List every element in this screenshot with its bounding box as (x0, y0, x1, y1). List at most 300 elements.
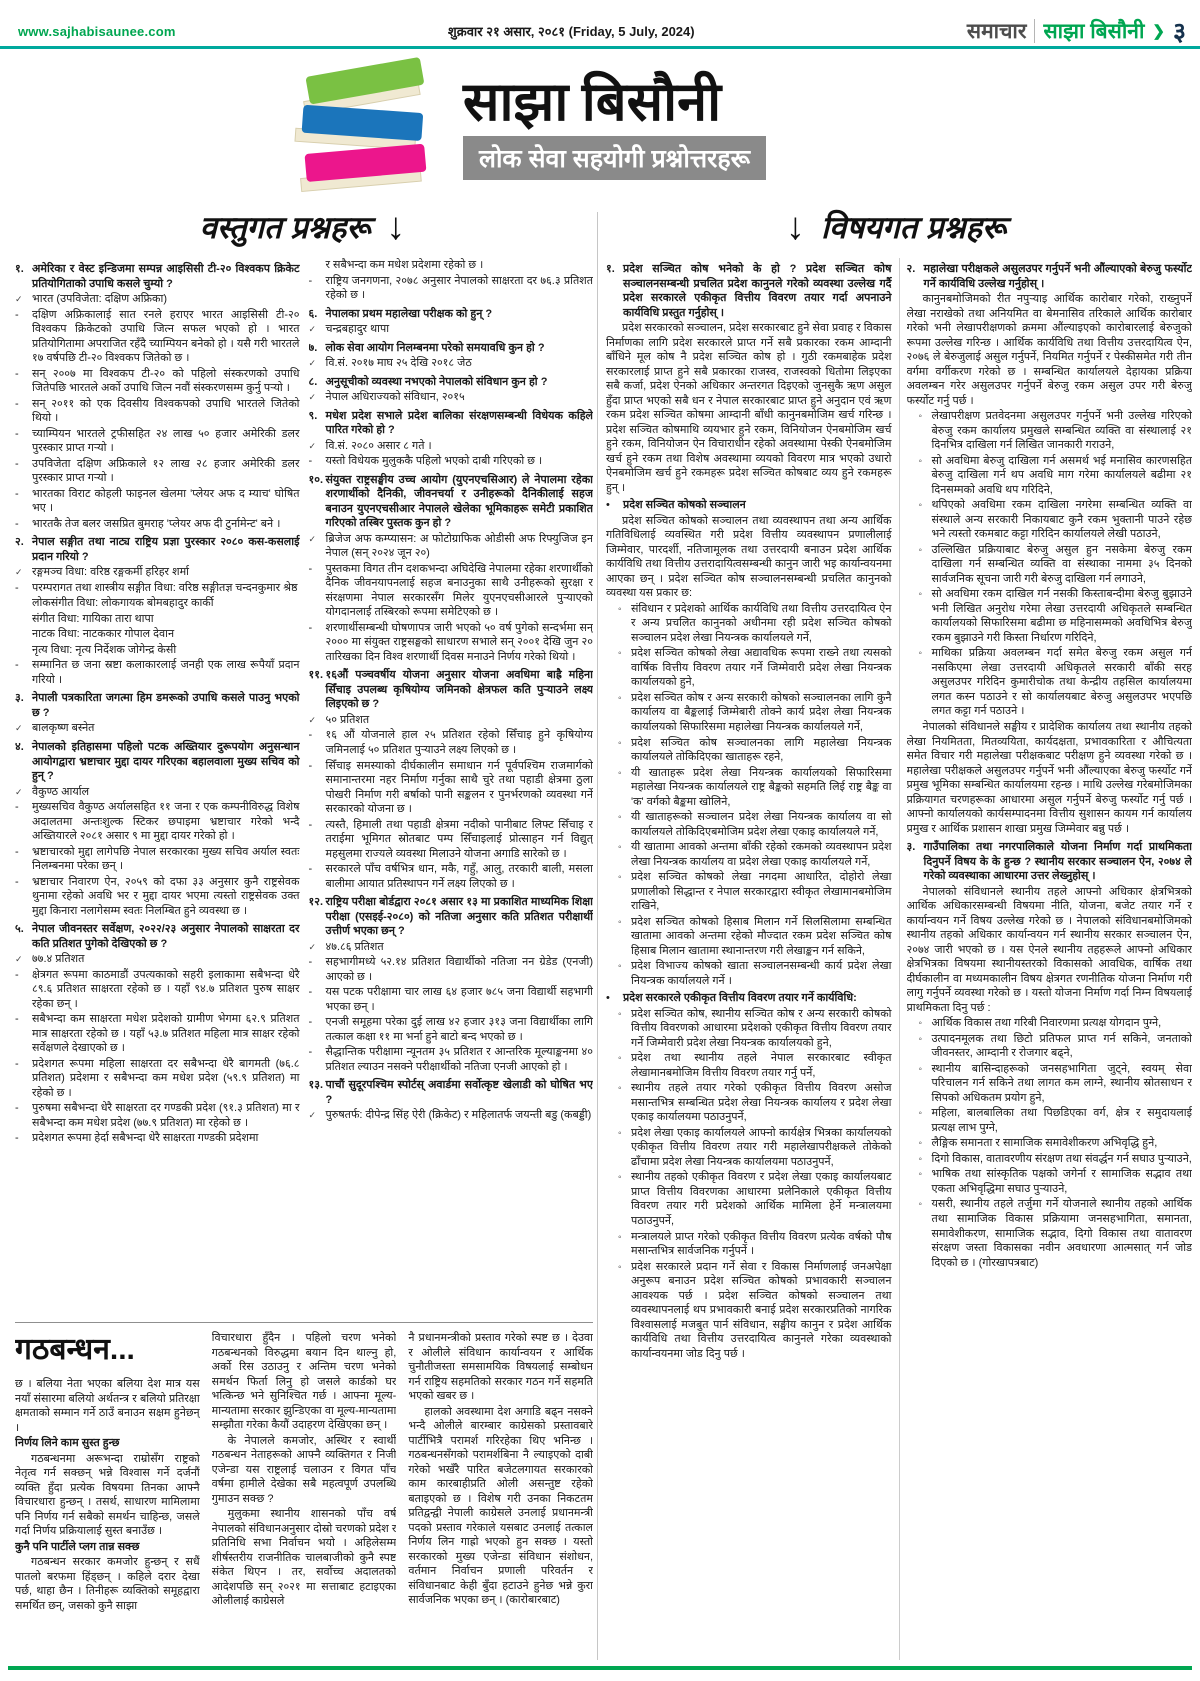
block-text: लैङ्गिक समानता र सामाजिक समावेशीकरण अभिवृद्धि हुने, (931, 1137, 1158, 1150)
circle-bullet-icon: ◦ (618, 1261, 622, 1273)
block-text: नाटक विधा: नाटककार गोपाल देवान (32, 628, 175, 641)
block-text: विचारधारा हुँदैन । पहिलो चरण भनेको गठबन्धनको विरुद्धमा बयान दिन थाल्नु हो, अर्को रिस उठाउनु र अन्तिम चरण भनेको समर्थन फिर्ता लिनु हो जसले कार्डको घर भत्किन्छ भने सुनिश्चित गर्छ । आफ्ना मूल्य-मान्यतामा सरकार झुन्डिएका वा मूल्य-मान्यतामा सम्झौता गरेका कैयौं उदाहरण देखिएका छन् । (211, 1332, 397, 1432)
block-text: प्रदेश सञ्चित कोष, स्थानीय सञ्चित कोष र अन्य सरकारी कोषको वित्तीय विवरणको आधारमा प्रदेशको एकीकृत वित्तीय विवरण तयार गर्ने जिम्मेवारी प्रदेश लेखा नियन्त्रक कार्यालयको हुने, (631, 1007, 892, 1049)
block-text: पुरुषमा सबैभन्दा धेरै साक्षरता दर गण्डकी प्रदेश (९१.३ प्रतिशत) मा र सबैभन्दा कम मधेश प्रदेश (७७.९ प्रतिशत) मा रहेको छ । (32, 1102, 300, 1129)
block-text: वि.सं. २०८० असार ८ गते । (325, 439, 432, 452)
block-text: नेपालको संविधानले सङ्घीय र प्रादेशिक कार्यालय तथा स्थानीय तहको लेखा नियमितता, मितव्ययिता, कार्यदक्षता, प्रभावकारिता र औचित्यता समेत विचार गरी महालेखा परीक्षकबाट परीक्षण हुने व्यवस्था गरेको छ । महालेखा परीक्षकले असुलउपर गर्नुपर्ने भनी औंल्याएका बेरुजु फर्स्योट गर्ने प्रमुख भूमिका सम्बन्धित कार्यालयमा रहन्छ । माथि उल्लेख गरेबमोजिमका प्रक्रियागत चरणहरूका आधारमा असुल गर्नुपर्ने बेरुजु फर्स्योट गर्नु पर्छ । आफ्नो कार्यालयको कार्यसम्पादनमा वित्तीय सुशासन कायम गर्न कार्यालय प्रमुख र आर्थिक प्रशासन शाखा प्रमुख जिम्मेवार बन्नु पर्छ । (906, 720, 1192, 835)
circle-bullet-icon: ◦ (618, 1083, 622, 1095)
block-text: भारतका विराट कोहली फाइनल खेलमा 'प्लेयर अफ द म्याच' घोषित भए । (32, 487, 300, 515)
coalition-article-title: गठबन्धन... (15, 1333, 135, 1366)
bullet-heading (606, 498, 892, 513)
question (309, 375, 594, 390)
dash-icon: - (308, 956, 313, 969)
block-text: भारतकै तेज बलर जसप्रित बुमराह 'प्लेयर अफ दी टुर्नामेन्ट' बने । (32, 517, 281, 530)
detail-point (309, 1045, 594, 1074)
block-text: यी खातामा आवको अन्तमा बाँकी रहेको रकमको व्यवस्थापन प्रदेश लेखा नियन्त्रक कार्यालय वा प्रदेश लेखा एकाइ कार्यालयले गर्ने, (631, 841, 892, 868)
block-text: मुख्यसचिव वैकुण्ठ अर्यालसहित ११ जना र एक कम्पनीविरुद्ध विशेष अदालतमा अन्तःशुल्क स्टिकर छपाइमा भ्रष्टाचार गरेको भन्दै अख्तियारले २०८१ असार ९ मा मुद्दा दायर गरेको हो । (32, 801, 300, 843)
paragraph (212, 1331, 397, 1433)
block-text: १६ औं योजनाले हाल २५ प्रतिशत रहेको सिँचाइ हुने कृषियोग्य जमिनलाई ५० प्रतिशत पुऱ्याउने लक्ष्य लिएको छ । (325, 729, 593, 756)
dash-icon: - (308, 863, 313, 876)
block-text: नेपालको इतिहासमा पहिलो पटक अख्तियार दुरूपयोग अनुसन्धान आयोगद्वारा भ्रष्टाचार मुद्दा दायर गरिएका बहालवाला मुख्य सचिव को हुन् ? (32, 740, 300, 783)
item-number: ४. (15, 740, 24, 753)
check-icon: ✓ (15, 786, 23, 797)
dash-icon: - (15, 1102, 19, 1115)
objective-column-2 (309, 258, 594, 1316)
block-text: यस पटक परीक्षामा चार लाख ६४ हजार ७८५ जना विद्यार्थी सहभागी भएका छन् । (325, 986, 593, 1013)
dash-icon: - (15, 968, 19, 981)
circle-bullet-icon: ◦ (918, 1153, 923, 1165)
block-text: राष्ट्रिय जनगणना, २०७८ अनुसार नेपालको साक्षरता दर ७६.३ प्रतिशत रहेको छ । (325, 274, 593, 302)
block-text: पुस्तकमा विगत तीन दशकभन्दा अघिदेखि नेपालमा रहेका शरणार्थीको दैनिक जीवनयापनलाई सहज बनाउनुका साथै उनीहरूको सुरक्षा र संरक्षणमा नेपाल सरकारसँग मिलेर युएनएचसीआरले पुऱ्याएको योगदानलाई तस्बिरको रूपमा समेटिएको छ । (325, 562, 593, 619)
sub-point (606, 766, 892, 810)
block-text: मधेश प्रदेश सभाले प्रदेश बालिका संरक्षणसम्बन्धी विधेयक कहिले पारित गरेको हो ? (325, 409, 593, 437)
block-text: बालकृष्ण बस्नेत (32, 722, 95, 735)
check-icon: ✓ (15, 294, 23, 305)
block-text: लोक सेवा आयोग निलम्बनमा परेको समयावधि कुन हो ? (325, 341, 545, 354)
dash-icon: - (308, 986, 313, 999)
dash-icon: - (308, 1016, 313, 1029)
item-number: १. (15, 263, 24, 275)
chevron-icon: ❯ (1152, 23, 1165, 40)
block-text: अनुसूचीको व्यवस्था नभएको नेपालको संविधान कुन हो ? (325, 375, 548, 388)
detail-point (309, 862, 594, 891)
sub-point (606, 1230, 892, 1259)
block-text: त्यस्तै, हिमाली तथा पहाडी क्षेत्रमा नदीको पानीबाट लिफ्ट सिँचाइ र तराईमा भूमिगत स्रोतबाट पम्प सिँचाइलाई प्रोत्साहन गर्न विद्युत् महसुलमा राज्यले व्यवस्था मिलाउने योजना अगाडि सारेको छ । (325, 818, 593, 860)
circle-bullet-icon: ◦ (618, 692, 622, 704)
block-text: भ्रष्टाचारको मुद्दा लागेपछि नेपाल सरकारका मुख्य सचिव अर्याल स्वतः निलम्बनमा परेका छन् । (32, 845, 300, 873)
block-text: पुरुषतर्फ: दीपेन्द्र सिंह ऐरी (क्रिकेट) र महिलातर्फ जयन्ती बडु (कबड्डी) (325, 1109, 592, 1122)
block-text: हालको अवस्थामा देश अगाडि बढ्न नसक्ने भन्दै ओलीले बारम्बार काग्रेसको प्रस्तावबारे पार्टीभित्रै परामर्श गरिरहेका थिए भनिन्छ । गठबन्धनसँगको परामर्शबिना नै ल्याइएको दाबी गरेको भखँरै पारित बजेटलगायत सरकारको काम कारबाहीप्रति ओली असन्तुष्ट रहेको बताइएको छ । विशेष गरी उनका निकटतम प्रतिद्वन्द्वी नेपाली काग्रेसले उनलाई प्रधानमन्त्री पदको प्रस्ताव गरेकाले यसबाट उनलाई तत्काल निर्णय लिन गाह्रो भएको हुन सक्छ । यस्तो सरकारको मुख्य एजेन्डा संविधान संशोधन, वर्तमान निर्वाचन प्रणाली परिवर्तन र संविधानबाट केही बुँदा हटाउने हुनेछ भन्ने कुरा सार्वजनिक भएका छन् । (कारोबारबाट) (408, 1405, 593, 1607)
masthead-subtitle: लोक सेवा सहयोगी प्रश्नोत्तरहरू (463, 136, 766, 180)
check-icon: ✓ (15, 954, 23, 965)
question (907, 262, 1193, 291)
answer (309, 390, 594, 405)
block-text: चन्द्रबहादुर थापा (325, 323, 390, 336)
detail-point (15, 800, 300, 844)
dash-icon: - (15, 427, 19, 440)
paragraph (907, 885, 1193, 1016)
detail-point (15, 487, 300, 516)
sub-point (606, 1260, 892, 1362)
dash-icon: - (15, 875, 19, 888)
paragraph (408, 1331, 593, 1404)
block-text: संविधान र प्रदेशको आर्थिक कार्यविधि तथा वित्तीय उत्तरदायित्व ऐन र अन्य प्रचलित कानुनको अधीनमा रही प्रदेश सञ्चित कोषको सञ्चालन प्रदेश लेखा नियन्त्रक कार्यालयले गर्ने, (631, 602, 892, 644)
circle-bullet-icon: ◦ (618, 603, 622, 615)
block-text: प्रदेश सरकारले एकीकृत वित्तीय विवरण तयार गर्ने कार्यविधि: (623, 992, 857, 1005)
block-text: दक्षिण अफ्रिकालाई सात रनले हराएर भारत आइसिसी टी-२० विश्वकप क्रिकेटको उपाधि जित्न सफल भएको हो । भारत प्रतियोगितामा अपराजित रहँदै च्याम्पियन बनेको हो । यसै गरी भारतले १७ वर्षपछि टी-२० विश्वकप जितेको छ । (32, 308, 300, 365)
circle-bullet-icon: ◦ (618, 1008, 622, 1020)
block-text: प्रदेश सञ्चित कोष भनेको के हो ? प्रदेश सञ्चित कोष सञ्चालनसम्बन्धी प्रचलित प्रदेश कानुनले गरेको व्यवस्था उल्लेख गर्दै प्रदेश सरकारले एकीकृत वित्तीय विवरण तयार गर्दा अपनाउने कार्यविधि प्रस्तुत गर्नुहोस् । (623, 263, 892, 319)
block-text: शरणार्थीसम्बन्धी घोषणापत्र जारी भएको ५० वर्ष पुगेको सन्दर्भमा सन् २००० मा संयुक्त राष्ट्रसङ्घको साधारण सभाले सन् २००१ देखि जुन २० तारिखका दिन विश्व शरणार्थी दिवस मनाउने निर्णय गरेको थियो । (325, 621, 593, 663)
dash-icon: - (15, 845, 19, 858)
block-text: सबैभन्दा कम साक्षरता मधेश प्रदेशको ग्रामीण भेगमा ६२.९ प्रतिशत मात्र साक्षरता रहेको छ । यहाँ ५३.७ प्रतिशत महिला मात्र साक्षर रहेको सर्वेक्षणले देखाएको छ । (32, 1013, 300, 1055)
coalition-article (15, 1322, 593, 1662)
block-text: उत्पादनमूलक तथा छिटो प्रतिफल प्राप्त गर्न सकिने, जनताको जीवनस्तर, आम्दानी र रोजगार बढ्ने, (931, 1032, 1192, 1060)
block-text: माथिका प्रक्रिया अवलम्बन गर्दा समेत बेरुजु रकम असुल गर्न नसकिएमा लेखा उत्तरदायी अधिकृतले सरकारी बाँकी सरह असुलउपर गरिदिन कुमारीचोक तथा केन्द्रीय तहसिल कार्यालयमा लगत कस्न पठाउने र सो कार्यालयबाट बेरुजु असुलउपर भएपछि लगत कट्टा गर्न पठाउने । (931, 647, 1192, 718)
detail-point (15, 308, 300, 366)
check-icon: ✓ (15, 567, 23, 578)
block-text: प्रदेश तथा स्थानीय तहले नेपाल सरकारबाट स्वीकृत लेखामानबमोजिम वित्तीय विवरण तयार गर्नु पर्ने, (631, 1052, 892, 1079)
circle-bullet-icon: ◦ (918, 1199, 923, 1211)
page-number: ३ (1172, 18, 1186, 46)
answer (15, 721, 300, 736)
item-number: ५. (15, 923, 24, 936)
detail-point (15, 968, 300, 1012)
subjective-column-2 (907, 258, 1193, 1660)
circle-bullet-icon: ◦ (618, 1231, 622, 1243)
footer-rule (8, 1666, 1192, 1670)
check-icon: ✓ (15, 723, 23, 734)
item-number: १. (606, 263, 615, 275)
sub-point (606, 736, 892, 765)
block-text: नृत्य विधा: नृत्य निर्देशक जोगेन्द्र केसी (32, 643, 177, 656)
bullet-icon: • (606, 992, 610, 1005)
detail-point (309, 759, 594, 817)
block-text: मुलुकमा स्थानीय शासनको पाँच वर्ष नेपालको संविधानअनुसार दोस्रो चरणको प्रदेश र प्रतिनिधि सभा निर्वाचन भयो । अहिलेसम्म शीर्षस्तरीय राजनीतिक चालबाजीको कुनै स्पष्ट संकेत थिएन । तर, सर्वोच्च अदालतको आदेशपछि सन् २०२१ मा सत्ताबाट हटाइएका ओलीलाई काग्रेसले (211, 1508, 397, 1608)
section-label: समाचार (966, 20, 1027, 43)
block-text: मन्त्रालयले प्राप्त गरेको एकीकृत वित्तीय विवरण प्रत्येक वर्षको पौष मसान्तभित्र सार्वजनिक गर्नुपर्ने । (631, 1230, 892, 1258)
subjective-column-1 (606, 258, 892, 1660)
dash-icon: - (15, 517, 19, 530)
dash-icon: - (15, 801, 19, 814)
block-text: लेखापरीक्षण प्रतवेदनमा असुलउपर गर्नुपर्ने भनी उल्लेख गरिएको बेरुजु रकम कार्यालय प्रमुखले सम्बन्धित व्यक्ति वा संस्थालाई २१ दिनभित्र दाखिला गर्न लिखित जानकारी गराउने, (931, 410, 1192, 452)
down-arrow-icon: ↓ (386, 205, 406, 248)
dash-icon: - (15, 457, 19, 470)
item-number: १२. (308, 896, 323, 909)
block-text: महालेखा परीक्षकले असुलउपर गर्नुपर्ने भनी औंल्याएको बेरुजु फर्स्योट गर्ने कार्यविधि उल्लेख गर्नुहोस् । (923, 263, 1192, 290)
block-text: सन् २०११ को एक दिवसीय विश्वकपको उपाधि भारतले जितेको थियो । (32, 397, 300, 425)
block-text: उल्लिखित प्रक्रियाबाट बेरुजु असुल हुन नसकेमा बेरुजु रकम दाखिला गर्न सम्बन्धित व्यक्ति वा संस्थाका नाममा ३५ दिनको सार्वजनिक सूचना जारी गरी बेरुजु दाखिला गर्न लगाउने, (931, 543, 1192, 585)
answer (309, 940, 594, 955)
block-text: यी खाताहरूको सञ्चालन प्रदेश लेखा नियन्त्रक कार्यालय वा सो कार्यालयले तोकिदिएबमोजिम प्रदेश लेखा एकाइ कार्यालयले गर्ने, (631, 811, 892, 838)
paragraph (606, 514, 892, 601)
block-text: संयुक्त राष्ट्रसङ्घीय उच्च आयोग (युएनएचसिआर) ले नेपालमा रहेका शरणार्थीको दैनिकी, जीवनचर्या र उनीहरूको दैनिकीलाई सहज बनाउन युएनएचसीआर नेपालले खेलेका भूमिकाहरू समेटी प्रकाशित गरिएको तस्बिर पुस्तक कुन हो ? (325, 473, 593, 530)
detail-point (15, 875, 300, 919)
detail-point (309, 985, 594, 1014)
block-text: नेपालको संविधानले स्थानीय तहले आफ्नो अधिकार क्षेत्रभित्रको आर्थिक अधिकारसम्बन्धी विषयमा नीति, योजना, बजेट तयार गर्ने र कार्यान्वयन गर्ने विषय उल्लेख गरेको छ । नेपालको संविधानबमोजिमको स्थानीय तहको अधिकार कार्यान्वयन गर्न स्थानीय सरकार सञ्चालन ऐन, २०७४ जारी भएको छ । यस ऐनले स्थानीय तहहरूले आफ्नो अधिकार क्षेत्रभित्रका विषयमा स्थानीयस्तरको विकासको आवधिक, वार्षिक तथा दीर्घकालीन वा मध्यमकालीन विषय क्षेत्रगत रणनीतिक योजना निर्माण गरी लागु गर्नुपर्ने व्यवस्था गरेको छ । यस्तो योजना निर्माण गर्दा निम्न विषयलाई प्राथमिकता दिनु पर्छ : (906, 885, 1192, 1014)
circle-bullet-icon: ◦ (918, 1108, 923, 1120)
sub-point (907, 1152, 1193, 1167)
circle-bullet-icon: ◦ (618, 1172, 622, 1184)
detail-point (15, 367, 300, 396)
block-text: कुनै पनि पार्टीले प्लग तान्न सक्छ (15, 1540, 140, 1553)
coalition-column-3 (408, 1331, 593, 1662)
block-text: निर्णय लिने काम सुस्त हुन्छ (15, 1437, 120, 1450)
block-text: प्रदेश सञ्चित कोषको सञ्चालन तथा व्यवस्थापन तथा अन्य आर्थिक गतिविधिलाई व्यवस्थित गरी प्रदेश वित्तीय व्यवस्थापन प्रणालीलाई जिम्मेवार, पारदर्शी, नतिजामूलक तथा उत्तरदायी बनाउन प्रदेश आर्थिक कार्यविधि तथा वित्तीय उत्तरादायित्वसम्बन्धी कानुन जारी भइ कार्यान्वयनमा आएका छन् । प्रदेश सञ्चित कोष सञ्चालनसम्बन्धी प्रचलित कानुनको व्यवस्था यस प्रकार छ: (606, 514, 892, 600)
paragraph (408, 1405, 593, 1608)
block-text: ब्रिजेज अफ कम्प्यासन: अ फोटोग्राफिक ओडीसी अफ रिफ्युजिज इन नेपाल (सन् २०२४ जून २०) (325, 532, 593, 560)
detail-point (15, 1131, 300, 1146)
paragraph (907, 720, 1193, 836)
check-icon: ✓ (308, 941, 317, 952)
block-text: भ्रष्टाचार निवारण ऐन, २०५९ को दफा ३३ अनुसार कुनै राष्ट्रसेवक थुनामा रहेको अवधि भर र मुद्दा दायर भएमा त्यस्तो राष्ट्रसेवक उक्त मुद्दा किनारा नलागेसम्म स्वतः निलम्बित हुने व्यवस्था छ । (32, 875, 300, 917)
circle-bullet-icon: ◦ (918, 411, 923, 423)
objective-section-title: वस्तुगत प्रश्नहरू (199, 210, 371, 245)
item-number: ११. (308, 669, 323, 682)
block-text: प्रदेश लेखा एकाइ कार्यालयले आफ्नो कार्यक्षेत्र भित्रका कार्यालयको एकीकृत वित्तीय विवरण तयार गरी महालेखापरीक्षकले तोकेको ढाँचामा प्रदेश लेखा नियन्त्रक कार्यालयमा पठाउनुपर्ने, (631, 1126, 892, 1168)
answer (309, 713, 594, 728)
header-rule (0, 46, 1200, 49)
dash-icon: - (308, 759, 313, 772)
paragraph (15, 1452, 200, 1539)
circle-bullet-icon: ◦ (918, 1018, 923, 1030)
circle-bullet-icon: ◦ (618, 648, 622, 660)
detail-point (15, 517, 300, 532)
subjective-section-title: विषयगत प्रश्नहरू (820, 210, 1006, 245)
sub-point (907, 454, 1193, 498)
block-text: वैकुण्ठ आर्याल (32, 785, 90, 798)
detail-point (15, 658, 300, 687)
paragraph (15, 1555, 200, 1613)
objective-column-1 (15, 258, 300, 1316)
sub-point (606, 602, 892, 646)
check-icon: ✓ (308, 440, 317, 451)
check-icon: ✓ (308, 714, 317, 725)
block-text: राष्ट्रिय परीक्षा बोर्डद्वारा २०८१ असार १३ मा प्रकाशित माध्यमिक शिक्षा परीक्षा (एसइई-२०८०) को नतिजा अनुसार कति प्रतिशत परीक्षार्थी उत्तीर्ण भएका छन् ? (325, 896, 593, 938)
item-number: ९. (308, 409, 318, 422)
block-text: प्रदेश सरकारले प्रदान गर्ने सेवा र विकास निर्माणलाई जनअपेक्षा अनुरूप बनाउन प्रदेश सञ्चित कोषको प्रभावकारी सञ्चालन आवश्यक पर्छ । प्रदेश सञ्चित कोषको सञ्चालन तथा व्यवस्थापनलाई थप प्रभावकारी बनाई प्रदेश सरकारप्रतिको नागरिक विश्वासलाई मजबुत पार्न संविधान, सङ्घीय कानुन र प्रदेश आर्थिक कार्यविधि तथा वित्तीय उत्तरदायित्व कानुनले गरेका व्यवस्थाको कार्यान्वयनमा जोड दिनु पर्छ । (631, 1260, 892, 1360)
sub-point (606, 959, 892, 988)
center-column-divider (597, 212, 598, 1660)
dash-icon: - (308, 274, 313, 287)
block-text: प्रदेश सरकारको सञ्चालन, प्रदेश सरकारबाट हुने सेवा प्रवाह र विकास निर्माणका लागि प्रदेश सरकारले प्राप्त गर्ने सबै प्रकारका रकम आम्दानी बाँधिने मूल कोष नै प्रदेश सञ्चित कोष हो । गुठी रकमबाहेक प्रदेश सरकारलाई प्राप्त हुने सबै प्रकारका राजस्व, राजस्वको धितोमा लिइएका सबै कर्जा, प्रदेश ऐनको अधिकार अन्तरगत दिइएको जुनसुकै ऋण असुल हुँदा प्राप्त भएको सबै धन र नेपाल सरकारबाट प्राप्त हुने अनुदान एवं ऋण रकम प्रदेश सञ्चित कोषमा आम्दानी बाँधी कानुनबमोजिम खर्च गरिन्छ । प्रदेश सञ्चित कोषमाथि व्ययभार हुने रकम, विनियोजन ऐनबमोजिम खर्च हुने रकम, विनियोजन ऐन विचाराधीन रहेको अवस्थामा पेस्की ऐनबमोजिम खर्च हुने रकम तथा विशेष अवस्थामा व्ययको विवरण मात्र भएको उधारो ऐनबमोजिम खर्च हुने रकमहरू प्रदेश सञ्चित कोषबाट व्यय हुने रकमहरू हुन् । (606, 322, 892, 494)
sub-point (907, 498, 1193, 542)
block-text: प्रदेश सञ्चित कोषको लेखा अद्यावधिक रूपमा राख्ने तथा त्यसको वार्षिक वित्तीय विवरण तयार गर्ने जिम्मेवारी प्रदेश लेखा नियन्त्रक कार्यालयको हुने, (631, 647, 892, 689)
detail-point (309, 454, 594, 469)
block-text: सैद्धान्तिक परीक्षामा न्यूनतम ३५ प्रतिशत र आन्तरिक मूल्याङ्कनमा ४० प्रतिशत ल्याउन नसक्ने परीक्षार्थीको नतिजा एनजी आएको हो । (325, 1046, 593, 1073)
detail-point (15, 427, 300, 456)
answer (15, 565, 300, 580)
sub-point (907, 1106, 1193, 1135)
books-logo-icon (282, 57, 447, 198)
block-text: यसरी, स्थानीय तहले तर्जुमा गर्ने योजनाले स्थानीय तहको आर्थिक तथा सामाजिक विकास प्रक्रियामा जनसहभागिता, समानता, समावेशीकरण, सामाजिक सद्भाव, दिगो विकास तथा वातावरण संरक्षण जस्ता विकासका नवीन अवधारणा आत्मसात् गर्न जोड दिएको छ । (गोरखापत्रबाट) (931, 1198, 1192, 1269)
paragraph (212, 1507, 397, 1609)
paragraph (606, 321, 892, 495)
bullet-icon: • (606, 499, 610, 512)
circle-bullet-icon: ◦ (918, 589, 923, 601)
block-text: प्रदेश सञ्चित कोष र अन्य सरकारी कोषको सञ्चालनका लागि कुनै कार्यालय वा बैङ्कलाई जिम्मेबारी तोक्ने कार्य प्रदेश लेखा नियन्त्रक कार्यालयको सिफारिसमा महालेखा नियन्त्रक कार्यालयले गर्ने, (631, 691, 892, 733)
check-icon: ✓ (308, 533, 317, 544)
block-text: प्रदेश सञ्चित कोष सञ्चालनका लागि महालेखा नियन्त्रक कार्यालयले तोकिदिएका खाताहरू रहने, (631, 736, 892, 764)
paragraph (15, 1377, 200, 1435)
answer (15, 292, 300, 307)
dash-icon: - (15, 581, 19, 594)
dash-icon: - (15, 397, 19, 410)
question (309, 895, 594, 939)
sub-point (907, 1062, 1193, 1106)
sub-point (907, 587, 1193, 645)
dash-icon: - (308, 1046, 313, 1059)
divider-bar (1034, 19, 1035, 43)
block-text: सम्मानित छ जना स्रष्टा कलाकारलाई जनही एक लाख रूपैयाँ प्रदान गरियो । (32, 659, 300, 686)
question (309, 409, 594, 438)
dash-icon: - (308, 818, 313, 831)
block-text: सिँचाइ समस्याको दीर्घकालीन समाधान गर्न पूर्वपश्चिम राजमार्गको समानान्तरमा नहर निर्माण गर्नुका साथै चुरे तथा पहाडी क्षेत्रमा ठुला पोखरी निर्माण गरी बर्षाको पानी सङ्कलन र पुनर्भरणको व्यवस्था गर्ने सरकारको योजना छ । (325, 759, 593, 816)
dash-icon: - (15, 1132, 19, 1145)
sub-point (907, 543, 1193, 587)
question (309, 307, 594, 322)
block-text: प्रदेश सञ्चित कोषको हिसाब मिलान गर्ने सिलसिलामा सम्बन्धित खातामा आवको अन्तमा रहेको मौज्दात रकम प्रदेश सञ्चित कोष हिसाब मिलान खातामा स्थानान्तरण गरी लेखाङ्कन गर्न सकिने, (631, 915, 892, 957)
dash-icon: - (308, 455, 313, 468)
sub-point (907, 1136, 1193, 1151)
sub-point (907, 1032, 1193, 1061)
block-text: भाषिक तथा सांस्कृतिक पक्षको जगेर्ना र सामाजिक सद्भाव तथा एकता अभिवृद्धिमा सघाउ पुऱ्याउने, (931, 1168, 1192, 1195)
coalition-column-1 (15, 1331, 200, 1662)
continuation-line (15, 627, 300, 642)
dash-icon: - (15, 1057, 19, 1070)
block-text: थपिएको अवधिमा रकम दाखिला नगरेमा सम्बन्धित व्यक्ति वा संस्थाले अन्य सरकारी निकायबाट कुनै रकम भुक्तानी पाउने रहेछ भने त्यस्तो रकमबाट कट्टा गरिदिन कार्यालयले लेखी पठाउने, (931, 499, 1192, 541)
block-text: प्रदेशगत रूपमा हेर्दा सबैभन्दा धेरै साक्षरता गण्डकी प्रदेशमा (32, 1132, 259, 1145)
sub-point (606, 646, 892, 690)
circle-bullet-icon: ◦ (918, 1033, 923, 1045)
block-text: ४७.८६ प्रतिशत (325, 940, 384, 953)
question (15, 262, 300, 291)
block-text: नेपाल जीवनस्तर सर्वेक्षण, २०२२/२३ अनुसार नेपालको साक्षरता दर कति प्रतिशत पुगेको देखिएको छ ? (32, 923, 300, 950)
block-text: गठबन्धनमा अरूभन्दा राम्रोसँग राष्ट्रको नेतृत्व गर्न सक्छन् भन्ने विश्वास गर्ने दर्जनौं व्यक्ति हुँदा प्रत्येक विषयमा तिनका आफ्नै विचारधारा हुन्छन् । तसर्थ, साधारण मामिलामा पनि निर्णय गर्न सबैको समर्थन चाहिन्छ, जसले गर्दा निर्णय प्रक्रियालाई सुस्त बनाउँछ । (15, 1452, 200, 1538)
detail-point (309, 621, 594, 665)
objective-section (15, 258, 593, 1316)
sub-point (907, 1016, 1193, 1031)
block-text: ७७.४ प्रतिशत (32, 953, 85, 966)
block-text: उपविजेता दक्षिण अफ्रिकाले १२ लाख २८ हजार अमेरिकी डलर पुरस्कार प्राप्त गऱ्यो । (32, 457, 300, 485)
dash-icon: - (15, 308, 19, 321)
sub-point (606, 870, 892, 914)
bullet-heading (606, 991, 892, 1006)
masthead-title: साझा बिसौनी (463, 71, 722, 132)
continuation-line (15, 612, 300, 627)
dash-icon: - (15, 367, 19, 380)
block-text: यस्तो विधेयक मुलुककै पहिलो भएको दाबी गरिएको छ । (325, 455, 543, 468)
block-text: नेपाल अधिराज्यको संविधान, २०१५ (325, 391, 465, 404)
block-text: ५० प्रतिशत (325, 713, 370, 726)
continuation-line (15, 596, 300, 611)
continuation-line (15, 643, 300, 658)
subheading (15, 1436, 200, 1451)
coalition-column-2 (212, 1331, 397, 1662)
dash-icon: - (15, 1013, 19, 1026)
detail-point (309, 562, 594, 620)
question (15, 535, 300, 564)
check-icon: ✓ (308, 358, 317, 369)
answer (309, 322, 594, 337)
item-number: २. (906, 263, 916, 275)
sub-point (606, 1170, 892, 1228)
answer (309, 1108, 594, 1123)
block-text: नेपालका प्रथम महालेखा परीक्षक को हुन् ? (325, 307, 493, 320)
objective-section-header (15, 202, 590, 252)
block-text: के नेपालले कमजोर, अस्थिर र स्वार्थी गठबन्धन नेताहरूको आफ्नै व्यक्तिगत र निजी एजेन्डा यस राष्ट्रलाई चलाउन र विगत पाँच वर्षमा हामीले देखेका सबै महत्वपूर्ण उपलब्धि गुमाउन सक्छ ? (211, 1434, 397, 1505)
subheading (15, 1540, 200, 1555)
item-number: २. (15, 536, 24, 549)
block-text: च्याम्पियन भारतले ट्रफीसहित २४ लाख ५० हजार अमेरिकी डलर पुरस्कार प्राप्त गऱ्यो । (32, 427, 300, 455)
block-text: कानुनबमोजिमको रीत नपुऱ्याइ आर्थिक कारोबार गरेको, राख्नुपर्ने लेखा नराखेको तथा अनियमित वा बेमनासिव तरिकाले आर्थिक कारोबार गरेको भनी लेखापरीक्षणको क्रममा औंल्याइएको कारोबारलाई बेरुजुको रूपमा उल्लेख गरिन्छ । आर्थिक कार्यविधि तथा वित्तीय उत्तरदायित्व ऐन, २०७६ ले बेरुजुलाई असुल गर्नुपर्ने, नियमित गर्नुपर्ने र पेस्कीसमेत गरी तीन वर्गमा वर्गीकरण गरेको छ । सम्बन्धित कार्यालयले देहायका प्रक्रिया अवलम्बन गरेर असुलउपर गर्नुपर्ने बेरुजु रकम असुल उपर गरी बेरुजु फर्स्योट गर्नु पर्छ । (906, 293, 1192, 407)
detail-point (15, 457, 300, 486)
block-text: वि.सं. २०१७ माघ २५ देखि २०१८ जेठ (325, 357, 472, 370)
sub-point (907, 1197, 1193, 1270)
block-text: अमेरिका र वेस्ट इन्डिजमा सम्पन्न आइसिसी टी-२० विश्वकप क्रिकेट प्रतियोगिताको उपाधि कसले चुम्यो ? (32, 263, 300, 290)
block-text: नै प्रधानमन्त्रीको प्रस्ताव गरेको स्पष्ट छ । देउवा र ओलीले संविधान कार्यान्वयन र आर्थिक चुनौतीजस्ता समसामयिक विषयलाई सम्बोधन गर्न राष्ट्रिय सहमतिको सरकार गठन गर्ने सहमति भएको खबर छ । (408, 1332, 593, 1403)
block-text: प्रदेश सञ्चित कोषको लेखा नगदमा आधारित, दोहोरो लेखा प्रणालीको सिद्धान्त र नेपाल सरकारद्वारा स्वीकृत लेखामानबमोजिम राखिने, (631, 871, 892, 913)
detail-point (15, 845, 300, 874)
answer (309, 532, 594, 561)
question (15, 740, 300, 784)
block-text: यी खाताहरू प्रदेश लेखा नियन्त्रक कार्यालयको सिफारिसमा महालेखा नियन्त्रक कार्यालयले राष्ट्र बैङ्कको सहमति लिई राष्ट्र बैङ्क वा 'क' वर्गको बैङ्कमा खोलिने, (631, 766, 892, 808)
block-text: स्थानीय तहले तयार गरेको एकीकृत वित्तीय विवरण असोज मसान्तभित्र सम्बन्धित प्रदेश लेखा नियन्त्रक कार्यालय र प्रदेश लेखा एकाइ कार्यालयमा पठाउनुपर्ने, (631, 1082, 892, 1124)
detail-point (15, 397, 300, 426)
answer (309, 356, 594, 371)
block-text: सहभागीमध्ये ५२.१४ प्रतिशत विद्यार्थीको नतिजा नन ग्रेडेड (एनजी) आएको छ । (325, 956, 593, 983)
block-text: सन् २००७ मा विश्वकप टी-२० को पहिलो संस्करणको उपाधि जितेपछि भारतले अर्को उपाधि जित्न नवौं संस्करणसम्म कुर्नु पऱ्यो । (32, 367, 300, 395)
question (309, 341, 594, 356)
circle-bullet-icon: ◦ (618, 737, 622, 749)
item-number: ६. (308, 307, 318, 320)
block-text: १६औं पञ्चवर्षीय योजना अनुसार योजना अवधिमा बाह्रै महिना सिँचाइ उपलब्ध कृषियोग्य जमिनको क्षेत्रफल कति पुऱ्याउने लक्ष्य लिइएको छ ? (325, 669, 593, 711)
circle-bullet-icon: ◦ (618, 916, 622, 928)
circle-bullet-icon: ◦ (618, 767, 622, 779)
question (907, 840, 1193, 884)
inner-column-divider (899, 258, 900, 1660)
dash-icon: - (308, 729, 313, 742)
subjective-section (606, 258, 1192, 1660)
block-text: स्थानीय तहको एकीकृत विवरण र प्रदेश लेखा एकाइ कार्यालयबाट प्राप्त वित्तीय विवरणका आधारमा प्रलेनिकाले एकीकृत वित्तीय विवरण तयार गरी प्रदेशको आर्थिक मामिला हेर्ने मन्त्रालयमा पठाउनुपर्ने, (631, 1171, 892, 1227)
detail-point (309, 955, 594, 984)
detail-point (309, 818, 594, 862)
circle-bullet-icon: ◦ (618, 1053, 622, 1065)
block-text: प्रदेशगत रूपमा महिला साक्षरता दर सबैभन्दा धेरै बागमती (७६.८ प्रतिशत) प्रदेशमा र सबैभन्दा कम मधेश प्रदेश (५९.९ प्रतिशत) मा रहेको छ । (32, 1057, 300, 1099)
question (15, 691, 300, 720)
block-text: प्रदेश विभाज्य कोषको खाता सञ्चालनसम्बन्धी कार्य प्रदेश लेखा नियन्त्रक कार्यालयले गर्ने । (631, 960, 892, 987)
answer (309, 439, 594, 454)
detail-point (309, 728, 594, 757)
circle-bullet-icon: ◦ (618, 812, 622, 824)
sub-point (606, 915, 892, 959)
sub-point (606, 840, 892, 869)
subjective-section-header (606, 202, 1186, 252)
sub-point (606, 691, 892, 735)
detail-point (15, 1057, 300, 1101)
sub-point (907, 1167, 1193, 1196)
block-text: क्षेत्रगत रूपमा काठमाडौं उपत्यकाको सहरी इलाकामा सबैभन्दा धेरै ८९.६ प्रतिशत साक्षरता रहेको छ । यहाँ ९४.७ प्रतिशत पुरुष साक्षर रहेका छन् । (32, 968, 300, 1010)
circle-bullet-icon: ◦ (918, 544, 923, 556)
block-text: गाउँपालिका तथा नगरपालिकाले योजना निर्माण गर्दा प्राथमिकता दिनुपर्ने विषय के के हुन्छ ? स्थानीय सरकार सञ्चालन ऐन, २०७४ ले गरेको व्यवस्थाका आधारमा उत्तर लेख्नुहोस् । (923, 841, 1192, 883)
circle-bullet-icon: ◦ (918, 1169, 923, 1181)
block-text: आर्थिक विकास तथा गरिबी निवारणमा प्रत्यक्ष योगदान पुग्ने, (931, 1017, 1162, 1030)
block-text: नेपाल सङ्गीत तथा नाट्य राष्ट्रिय प्रज्ञा पुरस्कार २०८० कस-कसलाई प्रदान गरियो ? (32, 536, 300, 563)
item-number: ७. (308, 341, 318, 354)
website-url: www.sajhabisaunee.com (18, 23, 176, 39)
question (309, 668, 594, 712)
page-header (18, 14, 1186, 48)
circle-bullet-icon: ◦ (618, 1127, 622, 1139)
block-text: र सबैभन्दा कम मधेश प्रदेशमा रहेको छ । (325, 259, 484, 271)
question (309, 1078, 594, 1107)
item-number: १३. (308, 1079, 323, 1092)
block-text: लोकसंगीत विधा: लोकगायक बोमबहादुर कार्की (32, 597, 214, 610)
coalition-column-1-text (15, 1377, 200, 1613)
block-text: भारत (उपविजेता: दक्षिण अफ्रिका) (32, 293, 167, 306)
sub-point (907, 409, 1193, 453)
item-number: १०. (308, 473, 323, 486)
answer (15, 785, 300, 800)
circle-bullet-icon: ◦ (918, 1063, 923, 1075)
down-arrow-icon: ↓ (785, 205, 805, 248)
issue-date: शुक्रवार २१ असार, २०८१ (Friday, 5 July, 2024) (447, 24, 695, 39)
paper-name: साझा बिसौनी (1043, 20, 1145, 43)
block-text: संगीत विधा: गायिका तारा थापा (32, 612, 154, 625)
dash-icon: - (15, 487, 19, 500)
sub-point (606, 1007, 892, 1051)
dash-icon: - (308, 562, 313, 575)
